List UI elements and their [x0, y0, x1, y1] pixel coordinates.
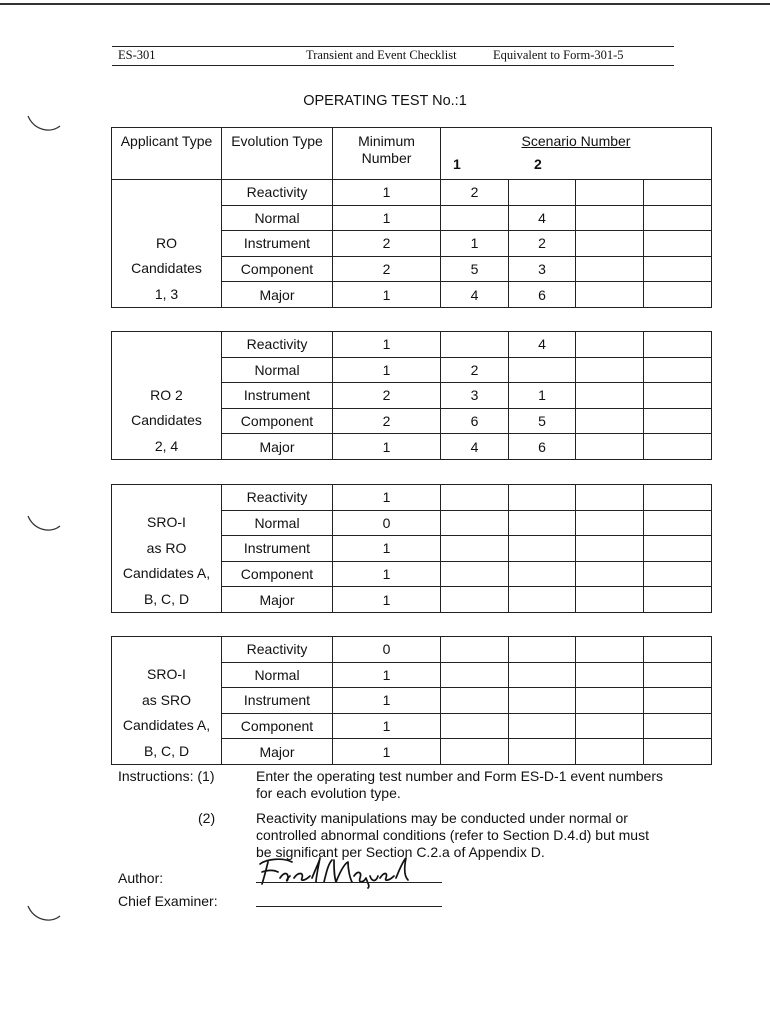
evolution-type-cell: Reactivity: [222, 332, 333, 358]
scenario-cell: [644, 713, 712, 739]
group-1-body: [112, 180, 712, 308]
minimum-number-cell: 2: [333, 383, 441, 409]
scenario-cell: 1: [441, 231, 509, 257]
punch-hole-mark: [24, 108, 64, 138]
scenario-cell: [509, 739, 576, 765]
scenario-cell: 6: [509, 434, 576, 460]
minimum-number-cell: 1: [333, 688, 441, 714]
checklist-table-4: [111, 636, 712, 765]
minimum-number-cell: 0: [333, 637, 441, 663]
group-4-body: [112, 637, 712, 765]
minimum-number-cell: 1: [333, 536, 441, 562]
applicant-line: Candidates A,: [122, 565, 211, 582]
scenario-cell: [509, 637, 576, 663]
applicant-line: SRO-I: [147, 666, 186, 683]
scenario-cell: [509, 485, 576, 511]
applicant-line: 1, 3: [154, 285, 179, 302]
scenario-cell: [576, 587, 644, 613]
evolution-type-cell: Instrument: [222, 383, 333, 409]
scenario-cell: [644, 688, 712, 714]
scenario-cell: [576, 485, 644, 511]
scenario-cell: [441, 662, 509, 688]
scenario-cell: [509, 587, 576, 613]
scenario-cell: [441, 739, 509, 765]
scenario-cell: [644, 357, 712, 383]
scenario-cell: [576, 256, 644, 282]
applicant-line: Candidates: [131, 412, 202, 429]
scenario-cell: [576, 434, 644, 460]
group-3-body: [112, 485, 712, 613]
scenario-cell: [441, 485, 509, 511]
scenario-cell: [441, 713, 509, 739]
punch-hole-mark: [24, 898, 64, 928]
applicant-line: B, C, D: [143, 590, 190, 607]
scenario-cell: 1: [509, 383, 576, 409]
applicant-line: SRO-I: [147, 514, 186, 531]
applicant-line: Candidates: [131, 260, 202, 277]
scenario-cell: [441, 688, 509, 714]
scenario-cell: [576, 408, 644, 434]
form-title: Transient and Event Checklist: [306, 48, 457, 62]
scenario-cell: 2: [441, 357, 509, 383]
scenario-cell: [644, 383, 712, 409]
applicant-type-cell: [112, 180, 222, 308]
scenario-cell: 5: [509, 408, 576, 434]
form-id: ES-301: [118, 48, 156, 62]
scenario-cell: 3: [441, 383, 509, 409]
evolution-type-cell: Instrument: [222, 688, 333, 714]
scenario-cell: [644, 510, 712, 536]
evolution-type-header: Evolution Type: [222, 128, 333, 180]
evolution-type-cell: Component: [222, 561, 333, 587]
scenario-cell: [644, 587, 712, 613]
scenario-cell: [644, 180, 712, 206]
scenario-cell: [441, 510, 509, 536]
minimum-number-cell: 1: [333, 561, 441, 587]
scenario-cell: [576, 357, 644, 383]
checklist-table-3: [111, 484, 712, 613]
applicant-line: RO 2: [150, 386, 183, 403]
evolution-type-cell: Instrument: [222, 536, 333, 562]
evolution-type-cell: Normal: [222, 357, 333, 383]
scenario-cell: [509, 510, 576, 536]
evolution-type-cell: Component: [222, 713, 333, 739]
minimum-number-cell: 2: [333, 231, 441, 257]
form-header: [112, 46, 674, 66]
scenario-cell: [644, 662, 712, 688]
scenario-cell: [441, 205, 509, 231]
scenario-cell: [576, 662, 644, 688]
scenario-cell: [576, 383, 644, 409]
checklist-table-1: [111, 127, 712, 308]
minimum-number-cell: 1: [333, 282, 441, 308]
minimum-number-cell: 1: [333, 357, 441, 383]
scenario-cell: [644, 256, 712, 282]
group-2-body: [112, 332, 712, 460]
scenario-cell: [441, 637, 509, 663]
scenario-cell: [644, 485, 712, 511]
scenario-cell: [576, 561, 644, 587]
scenario-cell: [644, 282, 712, 308]
applicant-type-cell: [112, 637, 222, 765]
minimum-number-cell: 1: [333, 713, 441, 739]
scenario-cell: [644, 231, 712, 257]
minimum-number-cell: 2: [333, 256, 441, 282]
scenario-cell: [576, 688, 644, 714]
scenario-2-header: 2: [534, 156, 542, 172]
scenario-cell: [576, 510, 644, 536]
instruction-2-text: Reactivity manipulations may be conducted under normal or controlled abnormal conditions (refer to Section D.4.d) but must be significant per Section C.2.a of Appendix D.: [256, 810, 649, 860]
scenario-cell: [509, 180, 576, 206]
scenario-cell: [441, 332, 509, 358]
applicant-line: B, C, D: [143, 742, 190, 759]
minimum-number-cell: 1: [333, 485, 441, 511]
evolution-type-cell: Instrument: [222, 231, 333, 257]
applicant-line: Candidates A,: [122, 717, 211, 734]
scenario-cell: [576, 282, 644, 308]
chief-examiner-label: Chief Examiner:: [118, 893, 218, 909]
applicant-type-header: Applicant Type: [112, 128, 222, 180]
evolution-type-cell: Normal: [222, 205, 333, 231]
scenario-cell: [644, 332, 712, 358]
scenario-cell: 2: [509, 231, 576, 257]
table-row: [112, 332, 712, 358]
scenario-cell: [509, 662, 576, 688]
minimum-number-cell: 1: [333, 205, 441, 231]
evolution-type-cell: Component: [222, 408, 333, 434]
scenario-cell: [441, 587, 509, 613]
minimum-number-cell: 1: [333, 434, 441, 460]
scenario-cell: 4: [441, 434, 509, 460]
scenario-cell: [576, 231, 644, 257]
table-row: [112, 485, 712, 511]
evolution-type-cell: Major: [222, 434, 333, 460]
scenario-cell: [576, 332, 644, 358]
instructions-label: Instructions: (1): [118, 768, 215, 784]
scenario-number-label: Scenario Number: [521, 133, 631, 149]
instruction-2-number: (2): [198, 810, 216, 826]
applicant-line: as SRO: [141, 691, 191, 708]
minimum-number-cell: 1: [333, 587, 441, 613]
scenario-cell: [576, 713, 644, 739]
punch-hole-mark: [24, 508, 64, 538]
chief-examiner-signature-line: [256, 906, 442, 907]
operating-test-title: OPERATING TEST No.:1: [303, 93, 467, 109]
scenario-cell: [644, 205, 712, 231]
instruction-1-text: Enter the operating test number and Form ES-D-1 event numbers for each evolution type.: [256, 768, 663, 801]
author-signature: [254, 854, 420, 890]
scenario-cell: [509, 561, 576, 587]
minimum-number-cell: 0: [333, 510, 441, 536]
author-label: Author:: [118, 870, 164, 886]
minimum-number-cell: 1: [333, 662, 441, 688]
applicant-type-cell: [112, 485, 222, 613]
applicant-type-cell: [112, 332, 222, 460]
checklist-table-2: [111, 331, 712, 460]
scenario-cell: [644, 637, 712, 663]
scenario-cell: 5: [441, 256, 509, 282]
evolution-type-cell: Component: [222, 256, 333, 282]
scenario-cell: [441, 536, 509, 562]
scenario-cell: 3: [509, 256, 576, 282]
minimum-number-cell: 1: [333, 180, 441, 206]
evolution-type-cell: Reactivity: [222, 485, 333, 511]
form-equivalent: Equivalent to Form-301-5: [493, 48, 624, 62]
table-header-row: [112, 128, 712, 180]
evolution-type-cell: Major: [222, 282, 333, 308]
author-signature-line: [256, 882, 442, 883]
minimum-number-header: Minimum Number: [333, 128, 441, 180]
scenario-1-header: 1: [453, 156, 461, 172]
evolution-type-cell: Major: [222, 739, 333, 765]
minimum-number-cell: 1: [333, 332, 441, 358]
scenario-cell: [644, 434, 712, 460]
scenario-cell: 2: [441, 180, 509, 206]
scenario-cell: 4: [441, 282, 509, 308]
scenario-cell: [576, 536, 644, 562]
applicant-line: as RO: [146, 539, 187, 556]
applicant-line: 2, 4: [154, 437, 179, 454]
minimum-number-cell: 1: [333, 739, 441, 765]
scenario-cell: [509, 688, 576, 714]
scenario-cell: [644, 536, 712, 562]
scenario-cell: [644, 561, 712, 587]
scenario-cell: 6: [509, 282, 576, 308]
scenario-cell: [576, 180, 644, 206]
scenario-number-header: [441, 128, 712, 180]
scenario-cell: 6: [441, 408, 509, 434]
scan-top-border: [0, 3, 770, 5]
scenario-cell: 4: [509, 332, 576, 358]
scenario-cell: [441, 561, 509, 587]
scenario-cell: [644, 739, 712, 765]
evolution-type-cell: Normal: [222, 662, 333, 688]
scenario-cell: [509, 713, 576, 739]
table-row: [112, 180, 712, 206]
scenario-cell: [576, 637, 644, 663]
table-row: [112, 637, 712, 663]
evolution-type-cell: Reactivity: [222, 637, 333, 663]
evolution-type-cell: Normal: [222, 510, 333, 536]
scenario-cell: [509, 357, 576, 383]
evolution-type-cell: Major: [222, 587, 333, 613]
evolution-type-cell: Reactivity: [222, 180, 333, 206]
scenario-cell: [576, 739, 644, 765]
minimum-number-cell: 2: [333, 408, 441, 434]
scenario-cell: [509, 536, 576, 562]
scenario-cell: 4: [509, 205, 576, 231]
applicant-line: RO: [156, 234, 177, 251]
scenario-cell: [644, 408, 712, 434]
scenario-cell: [576, 205, 644, 231]
